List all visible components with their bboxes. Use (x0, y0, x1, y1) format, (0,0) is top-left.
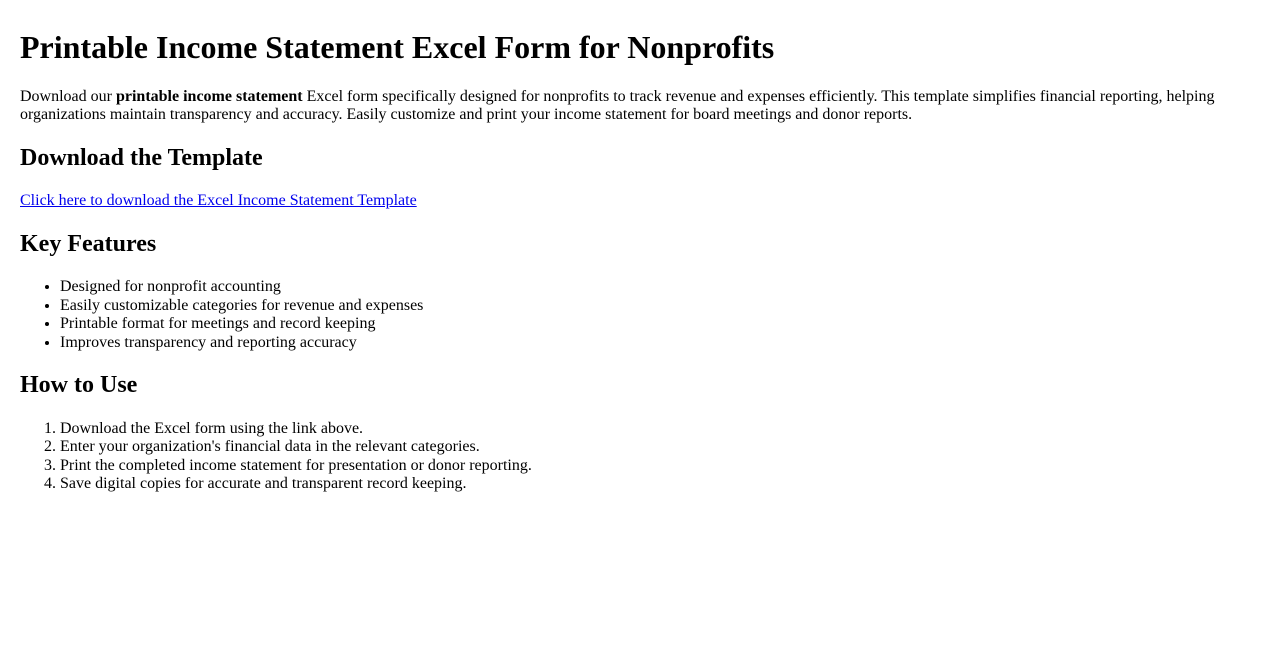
intro-rest-text: Excel form specifically designed for nonprofits to track revenue and expenses efficiently. This template simplifies financial reporting, helping organizations maintain transparency and accuracy. Easily customize and print your income statement for board meetings and donor reports. (20, 87, 1215, 124)
intro-paragraph (20, 88, 1228, 125)
download-section-heading: Download the Template (20, 144, 263, 171)
list-item: 3. Print the completed income statement for presentation or donor reporting. (60, 457, 1228, 476)
intro-emphasis-text: printable income statement (115, 87, 303, 105)
list-item: 4. Save digital copies for accurate and transparent record keeping. (60, 475, 1228, 494)
download-template-link[interactable]: Click here to download the Excel Income Statement Template (20, 192, 417, 210)
page-title: Printable Income Statement Excel Form for Nonprofits (20, 29, 775, 66)
intro-lead-text: Download our (20, 87, 116, 105)
how-to-use-section-heading: How to Use (20, 372, 138, 399)
list-item: • Improves transparency and reporting accuracy (60, 334, 1228, 353)
list-item: 1. Download the Excel form using the link above. (60, 420, 1228, 439)
list-item: • Easily customizable categories for revenue and expenses (60, 297, 1228, 316)
list-item: 2. Enter your organization's financial data in the relevant categories. (60, 438, 1228, 457)
features-section-heading: Key Features (20, 230, 157, 257)
how-to-use-list (20, 420, 1228, 494)
list-item: • Designed for nonprofit accounting (60, 278, 1228, 297)
features-list (20, 278, 1228, 352)
list-item: • Printable format for meetings and record keeping (60, 315, 1228, 334)
download-link-paragraph (20, 192, 1228, 211)
